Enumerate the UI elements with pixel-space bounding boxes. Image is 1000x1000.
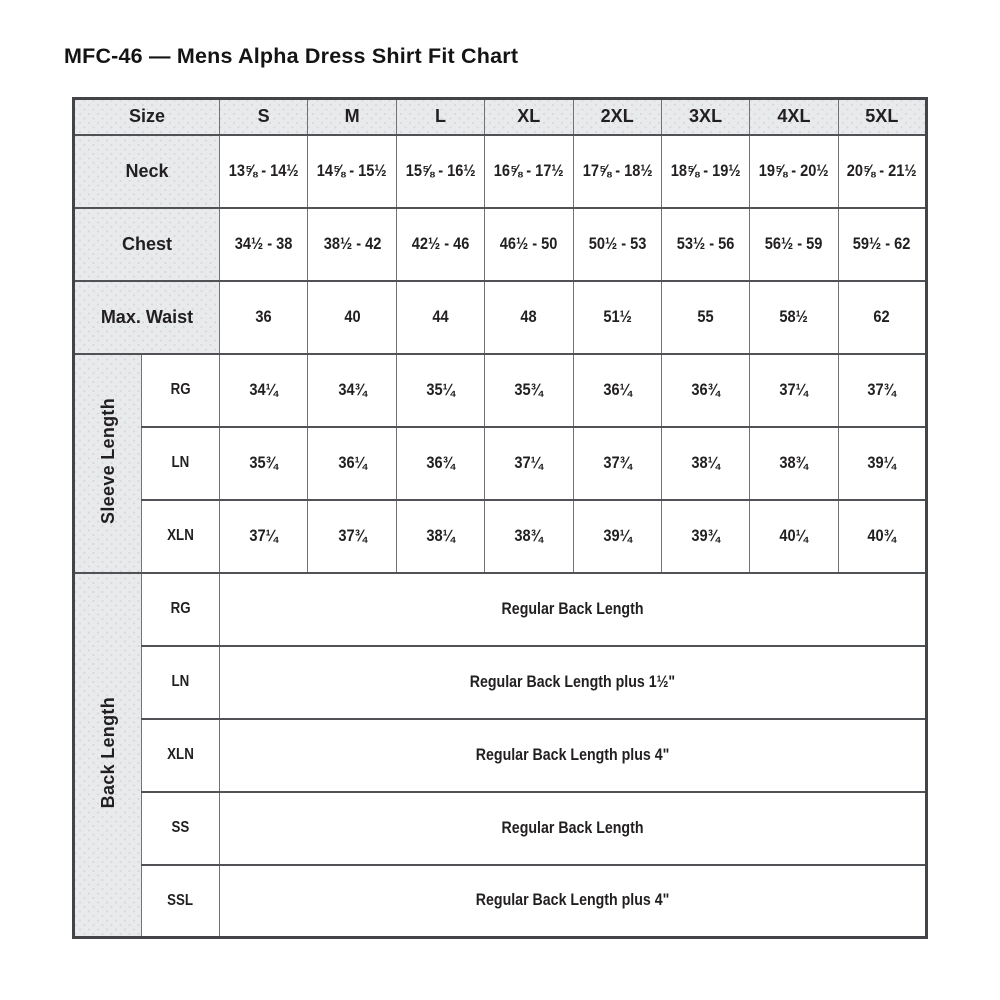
sleeve-value xyxy=(396,354,484,427)
sleeve-value xyxy=(661,427,749,500)
max-waist-value-text: 58½ xyxy=(779,307,809,326)
chest-value xyxy=(838,208,926,281)
sleeve-value-text: 37¼ xyxy=(779,380,809,399)
back-code-cell xyxy=(142,646,220,719)
back-code: SSL xyxy=(167,891,194,909)
sleeve-value xyxy=(308,354,396,427)
sleeve-value-text: 34¼ xyxy=(249,380,278,399)
back-description-text: Regular Back Length plus 1½" xyxy=(469,672,676,691)
sleeve-value xyxy=(750,500,838,573)
size-col-header-l: L xyxy=(396,99,484,135)
back-code-cell xyxy=(142,865,220,938)
neck-value xyxy=(573,135,661,208)
sleeve-value-text: 37¾ xyxy=(867,380,897,399)
chest-value xyxy=(220,208,308,281)
max-waist-value xyxy=(838,281,926,354)
sleeve-value xyxy=(661,354,749,427)
fit-chart-table xyxy=(72,97,928,939)
back-length-label-cell xyxy=(74,573,142,938)
sleeve-value xyxy=(485,500,573,573)
size-col-header-s: S xyxy=(220,99,308,135)
sleeve-value-text: 35¾ xyxy=(249,453,278,472)
chest-value-text: 42½ - 46 xyxy=(411,234,470,253)
max-waist-value xyxy=(308,281,396,354)
neck-value-text: 14⅝ - 15½ xyxy=(317,161,388,180)
back-description-text: Regular Back Length plus 4" xyxy=(475,745,670,764)
neck-value xyxy=(220,135,308,208)
max-waist-value xyxy=(396,281,484,354)
sleeve-ln-row xyxy=(74,427,927,500)
sleeve-code-cell xyxy=(142,354,220,427)
sleeve-value-text: 37¾ xyxy=(602,453,632,472)
sleeve-value-text: 38¼ xyxy=(691,453,720,472)
max-waist-value-text: 55 xyxy=(697,307,714,326)
sleeve-value-text: 37¾ xyxy=(337,526,367,545)
sleeve-value-text: 39¼ xyxy=(602,526,632,545)
sleeve-value xyxy=(661,500,749,573)
neck-value xyxy=(661,135,749,208)
sleeve-value xyxy=(485,354,573,427)
max-waist-value-text: 48 xyxy=(520,307,537,326)
neck-value-text: 17⅝ - 18½ xyxy=(582,161,653,180)
sleeve-code: XLN xyxy=(167,527,194,544)
size-header-cell: Size xyxy=(74,99,220,135)
chest-value-text: 50½ - 53 xyxy=(588,234,647,253)
chart-title: MFC-46 — Mens Alpha Dress Shirt Fit Chart xyxy=(64,44,519,68)
sleeve-value-text: 37¼ xyxy=(514,453,544,472)
max-waist-label: Max. Waist xyxy=(74,281,220,354)
sleeve-value-text: 38¾ xyxy=(779,453,809,472)
sleeve-value xyxy=(838,500,926,573)
back-code: RG xyxy=(170,600,191,617)
max-waist-value xyxy=(573,281,661,354)
sleeve-value-text: 38¼ xyxy=(426,526,455,545)
sleeve-value-text: 35¼ xyxy=(426,380,455,399)
size-col-header-xl: XL xyxy=(485,99,573,135)
chest-value-text: 34½ - 38 xyxy=(234,234,293,253)
sleeve-value xyxy=(838,427,926,500)
sleeve-value xyxy=(396,427,484,500)
sleeve-code: RG xyxy=(170,381,191,398)
back-ln-row xyxy=(74,646,927,719)
sleeve-value-text: 36¼ xyxy=(602,380,632,399)
back-code-cell xyxy=(142,719,220,792)
neck-label: Neck xyxy=(74,135,220,208)
sleeve-value-text: 36¼ xyxy=(337,453,367,472)
neck-value-text: 13⅝ - 14½ xyxy=(228,161,299,180)
sleeve-value xyxy=(573,500,661,573)
back-description-cell xyxy=(220,792,927,865)
size-col-header-5xl: 5XL xyxy=(838,99,926,135)
neck-value xyxy=(396,135,484,208)
chest-value xyxy=(308,208,396,281)
sleeve-value-text: 38¾ xyxy=(514,526,544,545)
chest-value-text: 38½ - 42 xyxy=(323,234,381,253)
sleeve-value-text: 36¾ xyxy=(691,380,720,399)
sleeve-value xyxy=(220,354,308,427)
chest-value-text: 53½ - 56 xyxy=(676,234,735,253)
sleeve-code: LN xyxy=(171,454,190,471)
max-waist-value xyxy=(220,281,308,354)
sleeve-length-label-cell xyxy=(74,354,142,573)
sleeve-value-text: 34¾ xyxy=(337,380,367,399)
chest-value xyxy=(485,208,573,281)
neck-value-text: 19⅝ - 20½ xyxy=(758,161,829,180)
chest-value xyxy=(573,208,661,281)
size-col-header-m: M xyxy=(308,99,396,135)
sleeve-value-text: 36¾ xyxy=(426,453,455,472)
chest-value xyxy=(396,208,484,281)
sleeve-value xyxy=(573,354,661,427)
chest-label: Chest xyxy=(74,208,220,281)
back-rg-row xyxy=(74,573,927,646)
back-length-label: Back Length xyxy=(97,696,118,808)
sleeve-value xyxy=(750,427,838,500)
max-waist-value xyxy=(750,281,838,354)
neck-value xyxy=(308,135,396,208)
neck-value xyxy=(750,135,838,208)
back-description-cell xyxy=(220,573,927,646)
sleeve-value xyxy=(485,427,573,500)
chest-row xyxy=(74,208,927,281)
sleeve-value xyxy=(838,354,926,427)
back-description-cell xyxy=(220,865,927,938)
max-waist-value-text: 62 xyxy=(873,307,890,326)
header-row xyxy=(74,99,927,135)
sleeve-value xyxy=(750,354,838,427)
sleeve-value-text: 40¼ xyxy=(779,526,809,545)
back-ssl-row xyxy=(74,865,927,938)
back-xln-row xyxy=(74,719,927,792)
back-description-text: Regular Back Length xyxy=(501,818,644,837)
back-code-cell xyxy=(142,573,220,646)
back-description-text: Regular Back Length xyxy=(501,599,644,618)
neck-value-text: 16⅝ - 17½ xyxy=(493,161,564,180)
max-waist-row xyxy=(74,281,927,354)
sleeve-value xyxy=(308,500,396,573)
back-ss-row xyxy=(74,792,927,865)
sleeve-code-cell xyxy=(142,427,220,500)
size-col-header-4xl: 4XL xyxy=(750,99,838,135)
neck-row xyxy=(74,135,927,208)
sleeve-value xyxy=(396,500,484,573)
back-code: LN xyxy=(171,673,190,690)
sleeve-value-text: 39¾ xyxy=(691,526,720,545)
max-waist-value-text: 36 xyxy=(255,307,272,326)
neck-value xyxy=(485,135,573,208)
back-description-cell xyxy=(220,646,927,719)
sleeve-value xyxy=(220,427,308,500)
max-waist-value-text: 51½ xyxy=(602,307,632,326)
chest-value xyxy=(661,208,749,281)
max-waist-value-text: 44 xyxy=(432,307,449,326)
neck-value-text: 15⅝ - 16½ xyxy=(405,161,476,180)
sleeve-code-cell xyxy=(142,500,220,573)
sleeve-xln-row xyxy=(74,500,927,573)
back-code: SS xyxy=(171,819,190,836)
size-col-header-2xl: 2XL xyxy=(573,99,661,135)
size-col-header-3xl: 3XL xyxy=(661,99,749,135)
sleeve-value xyxy=(308,427,396,500)
max-waist-value-text: 40 xyxy=(343,307,361,326)
sleeve-value-text: 37¼ xyxy=(249,526,278,545)
sleeve-value-text: 39¼ xyxy=(867,453,897,472)
back-description-text: Regular Back Length plus 4" xyxy=(475,891,670,910)
neck-value xyxy=(838,135,926,208)
back-code-cell xyxy=(142,792,220,865)
sleeve-rg-row xyxy=(74,354,927,427)
sleeve-value xyxy=(220,500,308,573)
sleeve-value-text: 35¾ xyxy=(514,380,544,399)
neck-value-text: 20⅝ - 21½ xyxy=(846,161,917,180)
max-waist-value xyxy=(485,281,573,354)
chest-value-text: 59½ - 62 xyxy=(852,234,911,253)
sleeve-value xyxy=(573,427,661,500)
sleeve-length-label: Sleeve Length xyxy=(97,397,118,524)
back-description-cell xyxy=(220,719,927,792)
chest-value-text: 46½ - 50 xyxy=(499,234,558,253)
chest-value xyxy=(750,208,838,281)
chest-value-text: 56½ - 59 xyxy=(765,234,823,253)
sleeve-value-text: 40¾ xyxy=(867,526,897,545)
back-code: XLN xyxy=(167,746,194,763)
max-waist-value xyxy=(661,281,749,354)
neck-value-text: 18⅝ - 19½ xyxy=(670,161,741,180)
